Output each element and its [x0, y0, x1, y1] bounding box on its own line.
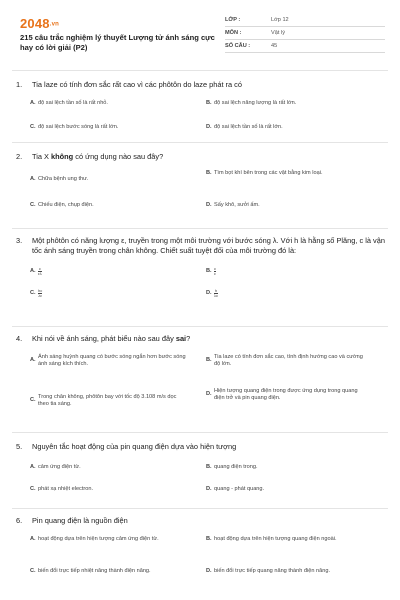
option-d[interactable]: D. biến đổi trực tiếp quang năng thành điện năng.	[206, 567, 331, 574]
question-number: 4.	[16, 334, 23, 343]
divider	[12, 142, 388, 143]
question-number: 6.	[16, 516, 23, 525]
option-b[interactable]: B. hoạt động dựa trên hiện tượng quang điện ngoài.	[206, 535, 337, 542]
option-c[interactable]: C. Trong chân không, phôtôn bay với tốc độ 3.108 m/s dọc theo tia sáng.	[30, 393, 177, 408]
options	[16, 458, 388, 502]
option-b[interactable]: B. $\frac{c}{\varepsilon}$	[206, 266, 216, 277]
page-title: 215 câu trắc nghiệm lý thuyết Lượng tử ánh sáng cực hay có lời giải (P2)	[20, 33, 215, 53]
option-d[interactable]: D. độ sai lệch tần số là rất lớn.	[206, 123, 283, 130]
option-a[interactable]: A. $\frac{c}{\varepsilon\lambda}$	[30, 266, 42, 277]
divider	[12, 70, 388, 71]
meta-row-class	[225, 14, 385, 27]
option-c[interactable]: C. biến đổi trực tiếp nhiệt năng thành điện năng.	[30, 567, 151, 574]
options	[16, 168, 388, 220]
meta-label: LỚP :	[225, 17, 241, 23]
fraction: $\frac{h}{\lambda c}$	[214, 288, 218, 299]
divider	[12, 228, 388, 229]
fraction: $\frac{c}{\varepsilon}$	[214, 266, 216, 277]
divider	[12, 432, 388, 433]
question-text: Tia X không có ứng dụng nào sau đây?	[32, 152, 164, 161]
question-5	[16, 442, 388, 502]
options	[16, 261, 388, 311]
option-d[interactable]: D. Sấy khô, sưởi ấm.	[206, 201, 260, 208]
question-2	[16, 152, 388, 220]
meta-label: SỐ CÂU :	[225, 43, 251, 49]
option-a[interactable]: A. độ sai lệch tần số là rất nhỏ.	[30, 99, 108, 106]
option-a[interactable]: A. Chữa bệnh ung thư.	[30, 175, 89, 182]
option-b[interactable]: B. độ sai lệch năng lượng là rất lớn.	[206, 99, 297, 106]
fraction: $\frac{hc}{\lambda\varepsilon}$	[38, 288, 43, 299]
question-number: 5.	[16, 442, 23, 451]
option-b[interactable]: B. Tìm bọt khí bên trong các vật bằng kim loại.	[206, 169, 323, 176]
logo-suffix: .vn	[49, 21, 60, 28]
meta-row-subject	[225, 27, 385, 40]
option-c[interactable]: C. Chiếu điện, chụp điện.	[30, 201, 94, 208]
option-b[interactable]: B. quang điện trong.	[206, 463, 258, 470]
question-6	[16, 516, 388, 600]
option-a[interactable]: A. Ánh sáng huỳnh quang có bước sóng ngắn hơn bước sóng ánh sáng kích thích.	[30, 353, 186, 368]
question-text: Nguyên tắc hoạt động của pin quang điện dựa vào hiện tượng	[32, 442, 237, 451]
question-text: Khi nói về ánh sáng, phát biểu nào sau đây sai?	[32, 334, 191, 343]
meta-label: MÔN :	[225, 30, 242, 36]
option-d[interactable]: D. $\frac{h}{\lambda c}$	[206, 288, 218, 299]
option-d[interactable]: D. quang - phát quang.	[206, 485, 265, 492]
question-text: Pin quang điện là nguồn điện	[32, 516, 128, 525]
question-1	[16, 80, 388, 140]
meta-table	[225, 14, 385, 53]
meta-value: Vật lý	[271, 30, 285, 36]
fraction: $\frac{c}{\varepsilon\lambda}$	[38, 266, 42, 277]
question-4	[16, 334, 388, 430]
question-number: 3.	[16, 236, 23, 245]
option-b[interactable]: B. Tia laze có tính đơn sắc cao, tính định hướng cao và cường độ lớn.	[206, 353, 363, 368]
divider	[12, 326, 388, 327]
question-number: 2.	[16, 152, 23, 161]
option-a[interactable]: A. hoạt động dựa trên hiện tượng cảm ứng điện từ.	[30, 535, 159, 542]
option-c[interactable]: C. phát xạ nhiệt electron.	[30, 485, 94, 492]
question-text: Một phôtôn có năng lượng ε, truyền trong một môi trường với bước sóng λ. Với h là hằng số Plăng, c là vận tốc ánh sáng truyền trong chân không. Chiết suất tuyệt đối của môi trường đó là:	[32, 236, 385, 255]
option-a[interactable]: A. cảm ứng điện từ.	[30, 463, 81, 470]
page-header	[12, 8, 388, 60]
site-logo[interactable]	[20, 16, 59, 31]
meta-value: 45	[271, 43, 278, 49]
logo-main: 2048	[20, 16, 50, 31]
options	[16, 532, 388, 600]
options	[16, 96, 388, 140]
option-c[interactable]: C. độ sai lệch bước sóng là rất lớn.	[30, 123, 119, 130]
meta-value: Lớp 12	[271, 17, 289, 23]
option-c[interactable]: C. $\frac{hc}{\lambda\varepsilon}$	[30, 288, 43, 299]
question-3	[16, 236, 388, 311]
question-text: Tia laze có tính đơn sắc rất cao vì các phôtôn do laze phát ra có	[32, 80, 242, 89]
options	[16, 350, 388, 430]
meta-row-count	[225, 40, 385, 53]
divider	[12, 508, 388, 509]
question-number: 1.	[16, 80, 23, 89]
option-d[interactable]: D. Hiện tượng quang điện trong được ứng dụng trong quang điện trở và pin quang điện.	[206, 387, 358, 402]
